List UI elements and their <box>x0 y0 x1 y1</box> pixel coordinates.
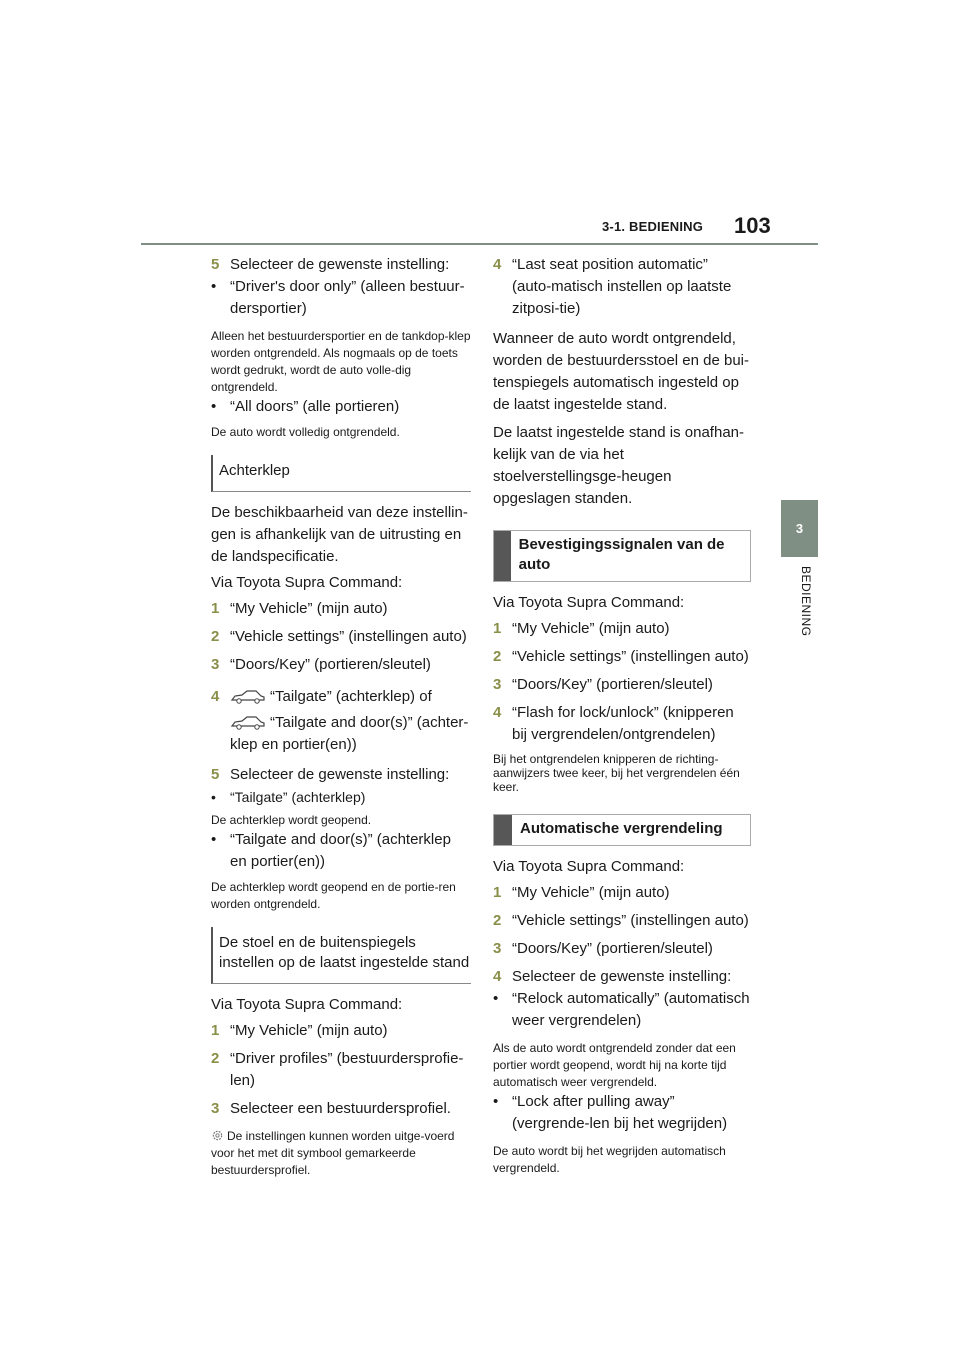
bullet: • “Lock after pulling away” (vergrende-len bij het wegrijden) <box>493 1091 751 1135</box>
step: 3 “Doors/Key” (portieren/sleutel) <box>211 656 431 673</box>
section-title: 3-1. BEDIENING <box>602 219 704 234</box>
step: 1 “My Vehicle” (mijn auto) <box>493 620 670 637</box>
step: 5 Selecteer de gewenste instelling: <box>211 256 450 273</box>
bullet: • “Driver's door only” (alleen bestuur-dersportier) <box>211 276 471 320</box>
subheading-box: Bevestigingssignalen van de auto <box>493 530 751 582</box>
bullet: • “Tailgate” (achterklep) <box>211 786 471 808</box>
paragraph: De beschikbaarheid van deze instellin-gen is afhankelijk van de uitrusting en de landspecificatie. <box>211 504 468 565</box>
left-column <box>211 254 471 1179</box>
note: Bij het ontgrendelen knipperen de richting-aanwijzers twee keer, bij het vergrendelen één keer. <box>493 752 740 794</box>
note: De instellingen kunnen worden uitge-voerd voor het met dit symbool gemarkeerde bestuurdersprofiel. <box>211 1129 455 1177</box>
chapter-label: BEDIENING <box>799 566 813 637</box>
subheading-box: De stoel en de buitenspiegels instellen op de laatst ingestelde stand <box>211 927 471 984</box>
step: 3 “Doors/Key” (portieren/sleutel) <box>493 940 713 957</box>
step: 1 “My Vehicle” (mijn auto) <box>211 600 388 617</box>
subheading-box: Automatische vergrendeling <box>493 814 751 846</box>
bullet: • “Tailgate and door(s)” (achterklep en portier(en)) <box>211 829 471 873</box>
paragraph: Via Toyota Supra Command: <box>493 858 685 875</box>
gear-icon <box>211 1129 224 1142</box>
paragraph: Via Toyota Supra Command: <box>211 996 403 1013</box>
step: 2 “Vehicle settings” (instellingen auto) <box>211 628 467 645</box>
note: Alleen het bestuurdersportier en de tankdop-klep worden ontgrendeld. Als nogmaals op de toets wordt gedrukt, wordt de auto volle-dig ontgrendeld. <box>211 329 471 394</box>
bullet: • “Relock automatically” (automatisch weer vergrendelen) <box>493 988 751 1032</box>
paragraph: Via Toyota Supra Command: <box>211 574 403 591</box>
note: De auto wordt volledig ontgrendeld. <box>211 425 400 439</box>
note: De auto wordt bij het wegrijden automatisch vergrendeld. <box>493 1144 726 1175</box>
paragraph: Wanneer de auto wordt ontgrendeld, worden de bestuurdersstoel en de bui-tenspiegels automatisch ingesteld op de laatst ingestelde stand. <box>493 330 749 413</box>
car-icon <box>230 716 266 730</box>
step: 2 “Vehicle settings” (instellingen auto) <box>493 912 749 929</box>
note: De achterklep wordt geopend en de portie-ren worden ontgrendeld. <box>211 880 456 911</box>
paragraph: De laatst ingestelde stand is onafhan-kelijk van de via het stoelverstellingsge-heugen opgeslagen standen. <box>493 424 744 507</box>
step: 3 Selecteer een bestuurdersprofiel. <box>211 1100 451 1117</box>
right-column <box>493 254 751 1177</box>
step: 1 “My Vehicle” (mijn auto) <box>493 884 670 901</box>
page-number: 103 <box>734 213 771 238</box>
subheading-box: Achterklep <box>211 455 471 492</box>
step: 4 “Tailgate” (achterklep) of <box>211 688 432 705</box>
step: 2 “Vehicle settings” (instellingen auto) <box>493 648 749 665</box>
step: 4 Selecteer de gewenste instelling: <box>493 968 732 985</box>
step-continuation: “Tailgate and door(s)” (achter-klep en portier(en)) <box>230 714 469 753</box>
header-rule <box>141 243 818 245</box>
step: 4 “Flash for lock/unlock” (knipperen bij vergrendelen/ontgrendelen) <box>493 704 734 743</box>
note: Als de auto wordt ontgrendeld zonder dat een portier wordt geopend, wordt hij na korte tijd automatisch weer vergrendeld. <box>493 1041 736 1089</box>
step: 3 “Doors/Key” (portieren/sleutel) <box>493 676 713 693</box>
bullet: • “All doors” (alle portieren) <box>211 396 471 418</box>
step: 4 “Last seat position automatic” (auto-matisch instellen op laatste zitposi-tie) <box>493 256 732 317</box>
chapter-tab: 3 <box>781 500 818 557</box>
paragraph: Via Toyota Supra Command: <box>493 594 685 611</box>
step: 2 “Driver profiles” (bestuurdersprofie-len) <box>211 1050 464 1089</box>
step: 5 Selecteer de gewenste instelling: <box>211 766 450 783</box>
step: 1 “My Vehicle” (mijn auto) <box>211 1022 388 1039</box>
car-icon <box>230 690 266 704</box>
note: De achterklep wordt geopend. <box>211 813 372 827</box>
